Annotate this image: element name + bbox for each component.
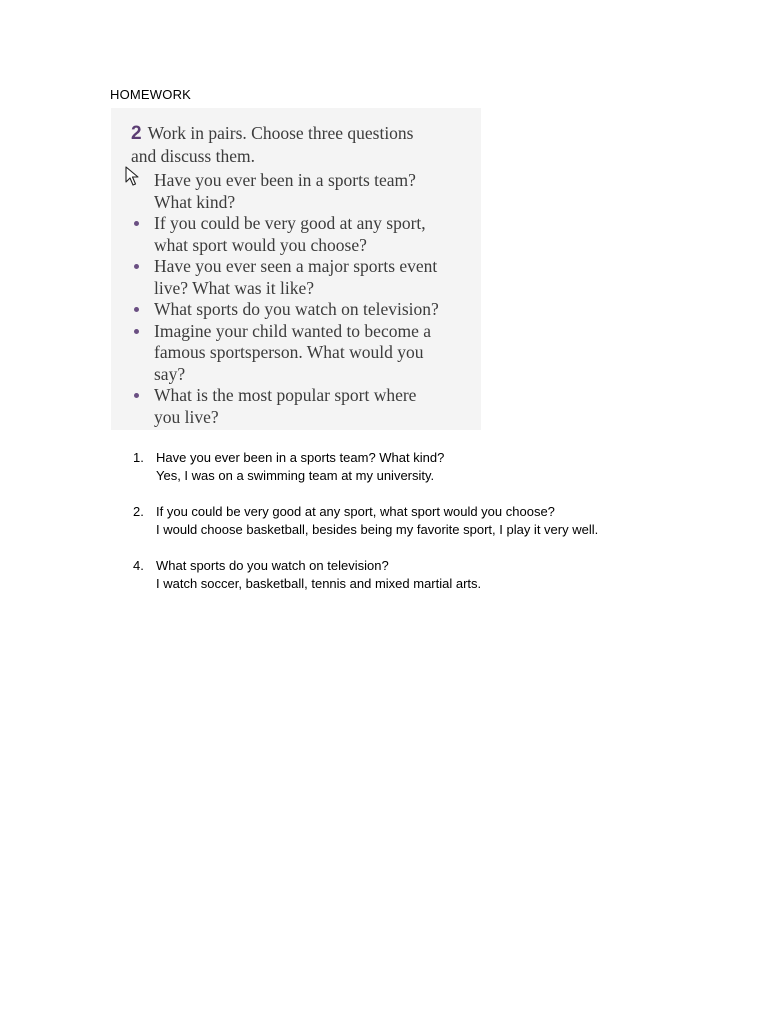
bullet-icon [134,264,139,269]
answer-question: Have you ever been in a sports team? What kind? [156,450,445,465]
bullet-icon [134,393,139,398]
page-title: HOMEWORK [110,87,192,102]
task-instruction-line1: Work in pairs. Choose three questions [147,123,414,143]
question-line: you live? [154,406,219,427]
textbook-excerpt-image [111,108,481,430]
task-header [131,122,476,167]
list-item [131,170,476,213]
answer-number: 1. [133,450,144,465]
answer-item [133,557,753,592]
question-line: What sports do you watch on television? [154,299,439,319]
list-item [131,213,476,256]
question-list [131,170,476,428]
question-line: famous sportsperson. What would you [154,342,424,362]
question-line: Imagine your child wanted to become a [154,320,431,341]
task-instruction-line2: and discuss them. [131,146,255,166]
answer-number: 4. [133,558,144,573]
answer-text: Yes, I was on a swimming team at my university. [156,467,435,483]
answer-item [133,503,753,538]
question-line: What is the most popular sport where [154,385,417,405]
list-item [131,256,476,299]
question-line: What kind? [154,191,236,212]
answer-text: I watch soccer, basketball, tennis and mixed martial arts. [156,575,482,591]
question-line: Have you ever seen a major sports event [154,256,438,276]
list-item [131,299,476,321]
answer-text: I would choose basketball, besides being my favorite sport, I play it very well. [156,521,599,537]
question-line: say? [154,363,186,384]
question-line: what sport would you choose? [154,234,367,255]
bullet-icon [134,329,139,334]
question-line: If you could be very good at any sport, [154,213,426,233]
answer-item [133,449,753,484]
list-item [131,385,476,428]
answer-question: If you could be very good at any sport, what sport would you choose? [156,504,555,519]
answer-question: What sports do you watch on television? [156,558,389,573]
question-line: Have you ever been in a sports team? [154,170,416,190]
task-number: 2 [131,123,142,144]
question-line: live? What was it like? [154,277,315,298]
bullet-icon [134,221,139,226]
bullet-icon [134,307,139,312]
answer-number: 2. [133,504,144,519]
answer-list [133,449,753,611]
list-item [131,321,476,386]
